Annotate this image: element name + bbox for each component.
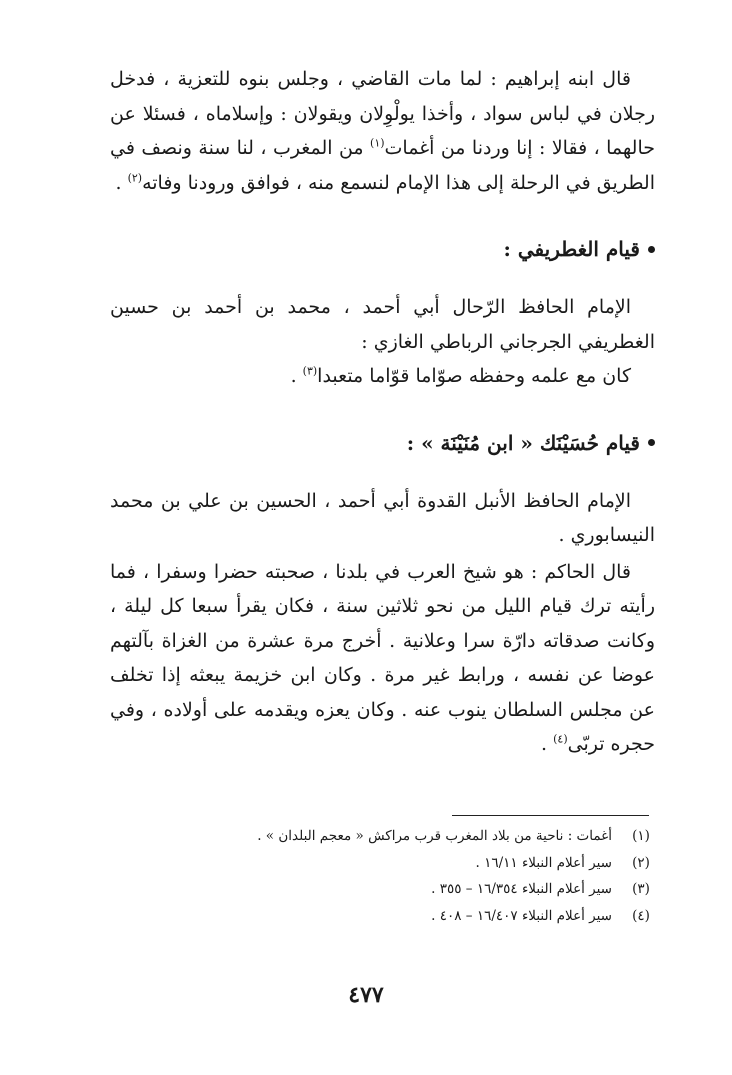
footnote-text: سير أعلام النبلاء ١٦/٣٥٤ – ٣٥٥ . — [431, 881, 612, 897]
heading-text: قيام الغطريفي : — [503, 237, 640, 261]
bullet-icon — [648, 246, 655, 253]
footnote-number: (٢) — [632, 854, 650, 871]
paragraph-end: . — [541, 733, 554, 755]
footnote-item — [220, 850, 652, 877]
bullet-icon — [648, 439, 655, 446]
paragraph-text: الإمام الحافظ الأنبل القدوة أبي أحمد ، الحسين بن علي بن محمد النيسابوري . — [110, 489, 655, 546]
footnote-number: (٤) — [632, 907, 650, 924]
footnote-ref[interactable]: (٢) — [127, 171, 143, 185]
footnote-text: أغمات : ناحية من بلاد المغرب قرب مراكش « معجم البلدان » . — [257, 828, 612, 844]
footnote-item — [220, 823, 652, 850]
paragraph-ibrahim — [110, 62, 655, 200]
footnote-text: سير أعلام النبلاء ١٦/٤٠٧ – ٤٠٨ . — [431, 907, 612, 924]
footnote-number: (١) — [632, 828, 650, 844]
footnote-item — [220, 903, 652, 930]
paragraph-text: قال الحاكم : هو شيخ العرب في بلدنا ، صحبته حضرا وسفرا ، فما رأيته ترك قيام الليل من نحو ثلاثين سنة ، فكان يقرأ سبعا كل ليلة ، وكانت صدقاته دارّة سرا وعلانية . أخرج مرة عشرة من الغزاة بآلتهم عوضا عن نفسه ، ورابط غير مرة . وكان ابن خزيمة يبعثه إذا تخلف عن مجلس السلطان ينوب عنه . وكان يعزه ويقدمه على أولاده ، وفي حجره تربّى — [110, 560, 655, 755]
footnote-ref[interactable]: (٤) — [553, 732, 568, 746]
paragraph-text: الإمام الحافظ الرّحال أبي أحمد ، محمد بن أحمد بن حسين الغطريفي الجرجاني الرباطي الغازي : — [110, 296, 655, 353]
footnote-ref[interactable]: (٣) — [302, 364, 318, 378]
paragraph-ghatrifi-name — [110, 290, 655, 359]
paragraph-text: قال ابنه إبراهيم : لما مات القاضي ، وجلس بنوه للتعزية ، فدخل رجلان في لباس سواد ، وأخذا يولْوِلان ويقولان : وإسلاماه ، فسئلا عن حالهما ، فقالا : إنا وردنا من أغمات — [110, 68, 655, 159]
footnote-divider — [452, 815, 649, 816]
section-heading-ghatrifi — [110, 232, 655, 266]
paragraph-ghatrifi-desc — [110, 359, 655, 394]
footnote-item — [220, 876, 652, 903]
paragraph-husaynak-name — [110, 484, 655, 553]
paragraph-end: . — [115, 171, 128, 194]
paragraph-text: كان مع علمه وحفظه صوّاما قوّاما متعبدا — [317, 365, 631, 387]
page-body — [110, 62, 655, 762]
paragraph-end: . — [290, 365, 303, 387]
paragraph-hakim-quote — [110, 555, 655, 762]
footnote-text: سير أعلام النبلاء ١٦/١١ . — [475, 854, 612, 871]
page-number: ٤٧٧ — [348, 982, 384, 1008]
footnote-number: (٣) — [632, 881, 650, 897]
footnote-ref[interactable]: (١) — [370, 136, 385, 150]
paragraph-text: من المغرب ، لنا سنة ونصف في الطريق في الرحلة إلى هذا الإمام لنسمع منه ، فوافق ورودنا وفاته — [110, 137, 655, 194]
footnotes — [220, 823, 652, 929]
section-heading-husaynak — [110, 426, 655, 460]
heading-text: قيام حُسَيْنَك « ابن مُنَيْنَة » : — [406, 430, 640, 455]
